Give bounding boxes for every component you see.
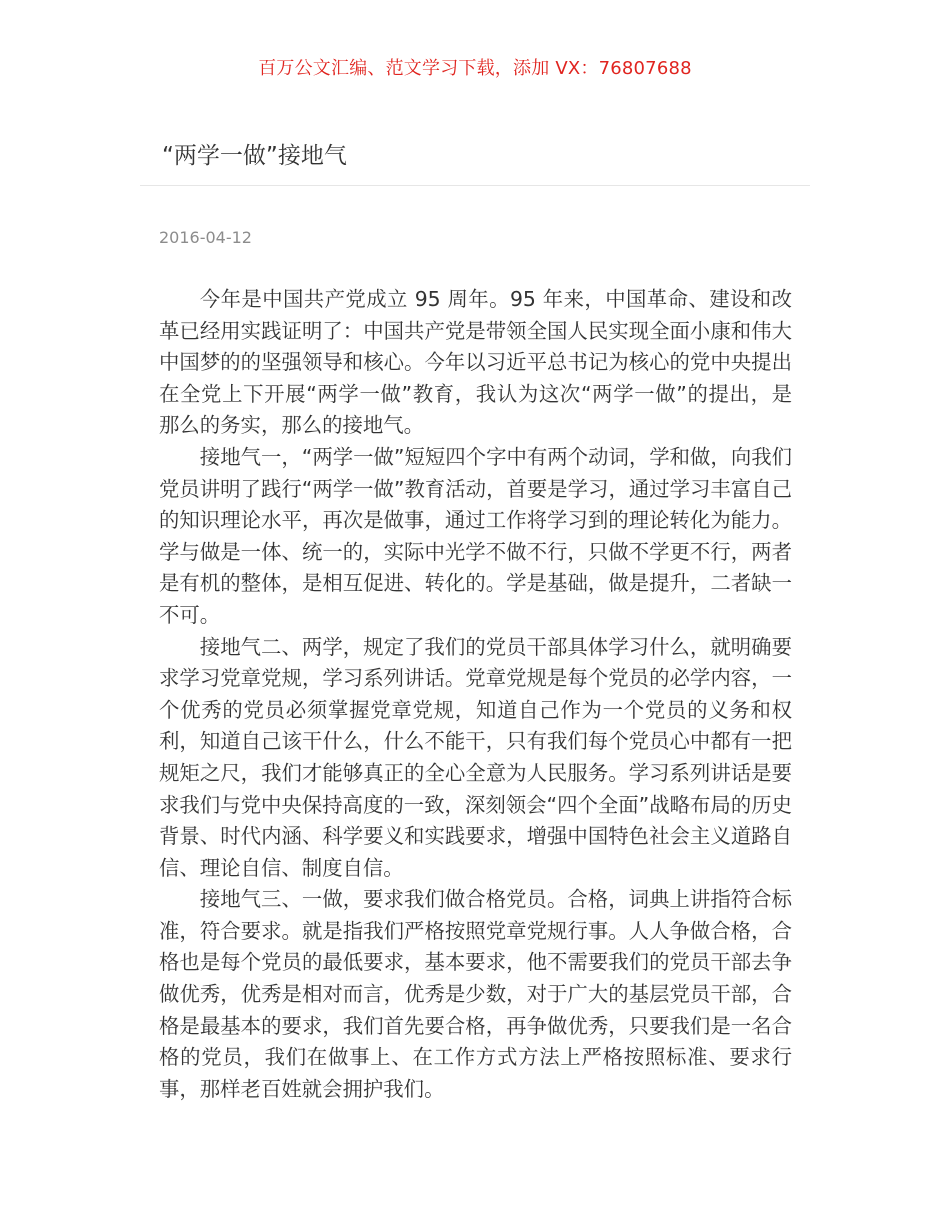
publish-date: 2016-04-12 — [159, 228, 252, 247]
promo-banner: 百万公文汇编、范文学习下载，添加 VX：76807688 — [258, 58, 692, 79]
article-paragraph: 接地气二、两学，规定了我们的党员干部具体学习什么，就明确要求学习党章党规，学习系列讲话。党章党规是每个党员的必学内容，一个优秀的党员必须掌握党章党规，知道自己作为一个党员的义务和权利，知道自己该干什么，什么不能干，只有我们每个党员心中都有一把规矩之尺，我们才能够真正的全心全意为人民服务。学习系列讲话是要求我们与党中央保持高度的一致，深刻领会“四个全面”战略布局的历史背景、时代内涵、科学要义和实践要求，增强中国特色社会主义道路自信、理论自信、制度自信。 — [159, 634, 792, 880]
article-paragraph: 接地气一，“两学一做”短短四个字中有两个动词，学和做，向我们党员讲明了践行“两学一做”教育活动，首要是学习，通过学习丰富自己的知识理论水平，再次是做事，通过工作将学习到的理论转化为能力。学与做是一体、统一的，实际中光学不做不行，只做不学更不行，两者是有机的整体，是相互促进、转化的。学是基础，做是提升，二者缺一不可。 — [159, 444, 792, 627]
title-divider — [140, 185, 810, 186]
article-paragraph: 今年是中国共产党成立 95 周年。95 年来，中国革命、建设和改革已经用实践证明了：中国共产党是带领全国人民实现全面小康和伟大中国梦的的坚强领导和核心。今年以习近平总书记为核心的党中央提出在全党上下开展“两学一做”教育，我认为这次“两学一做”的提出，是那么的务实，那么的接地气。 — [159, 287, 792, 438]
article-title: “两学一做”接地气 — [162, 143, 347, 169]
article-paragraph: 接地气三、一做，要求我们做合格党员。合格，词典上讲指符合标准，符合要求。就是指我们严格按照党章党规行事。人人争做合格，合格也是每个党员的最低要求，基本要求，他不需要我们的党员干部去争做优秀，优秀是相对而言，优秀是少数，对于广大的基层党员干部，合格是最基本的要求，我们首先要合格，再争做优秀，只要我们是一名合格的党员，我们在做事上、在工作方式方法上严格按照标准、要求行事，那样老百姓就会拥护我们。 — [159, 887, 792, 1101]
article-body — [159, 284, 792, 1105]
